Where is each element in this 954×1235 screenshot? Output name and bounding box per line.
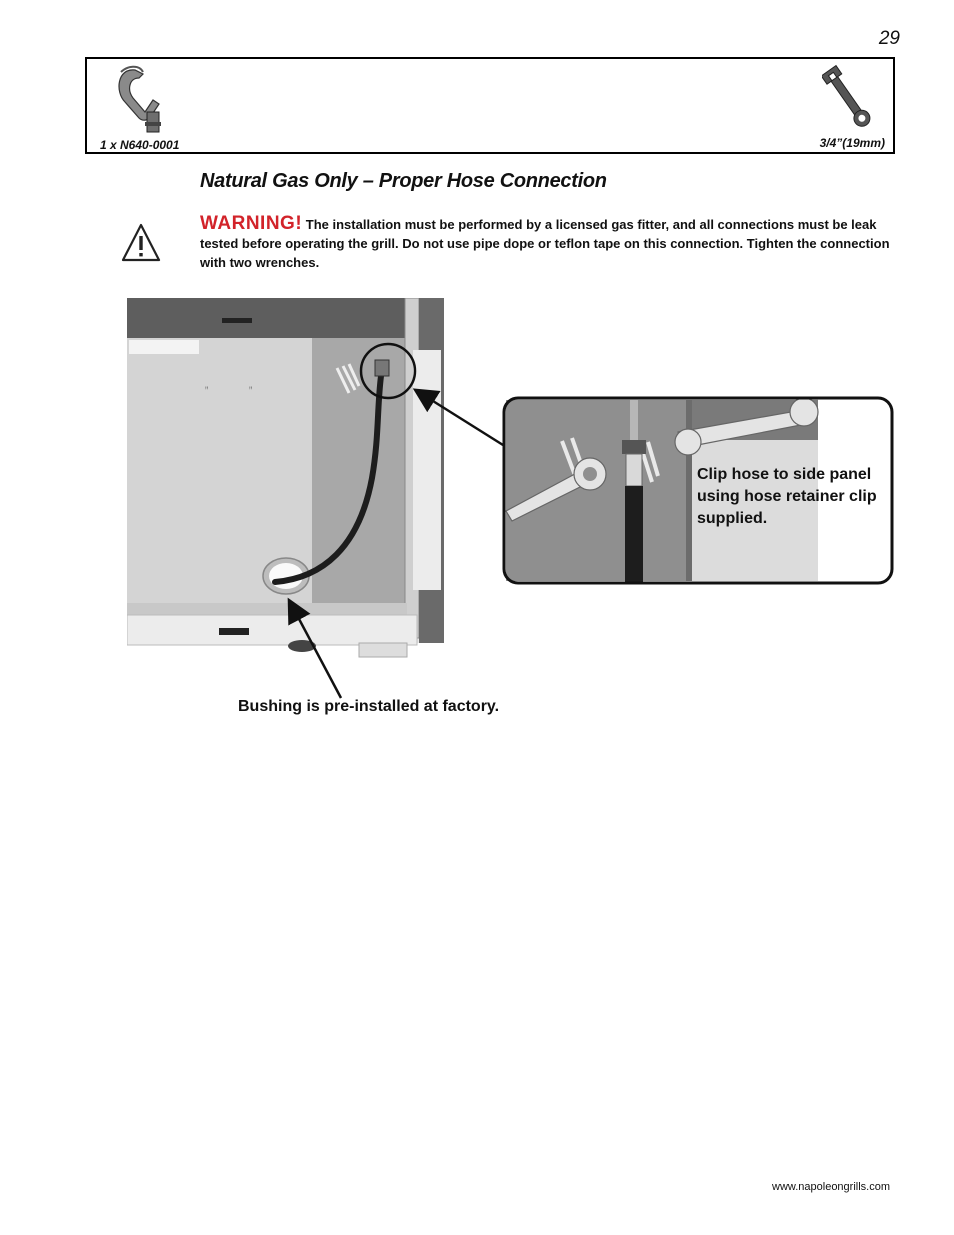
- part-label: 1 x N640-0001: [100, 138, 180, 152]
- warning-body: The installation must be performed by a licensed gas fitter, and all connections must be leak tested before operating the grill. Do not use pipe dope or teflon tape on this connection. Tighten the connection with two wrenches.: [200, 217, 890, 270]
- tool-label: 3/4”(19mm): [819, 136, 885, 150]
- footer-url: www.napoleongrills.com: [772, 1181, 890, 1193]
- callout-arrow-bushing: [290, 602, 341, 698]
- callout-circle: [361, 344, 415, 398]
- section-title: Natural Gas Only – Proper Hose Connection: [200, 170, 607, 192]
- bushing-caption: Bushing is pre-installed at factory.: [238, 698, 500, 715]
- svg-text:ꞌꞌ: ꞌꞌ: [205, 385, 209, 395]
- detail-caption: Clip hose to side panel using hose retainer clip supplied.: [697, 466, 877, 527]
- svg-text:ꞌꞌ: ꞌꞌ: [249, 385, 253, 395]
- warning-label: WARNING!: [200, 213, 303, 234]
- page-number: 29: [878, 28, 900, 49]
- callout-arrow-clip: [417, 391, 503, 445]
